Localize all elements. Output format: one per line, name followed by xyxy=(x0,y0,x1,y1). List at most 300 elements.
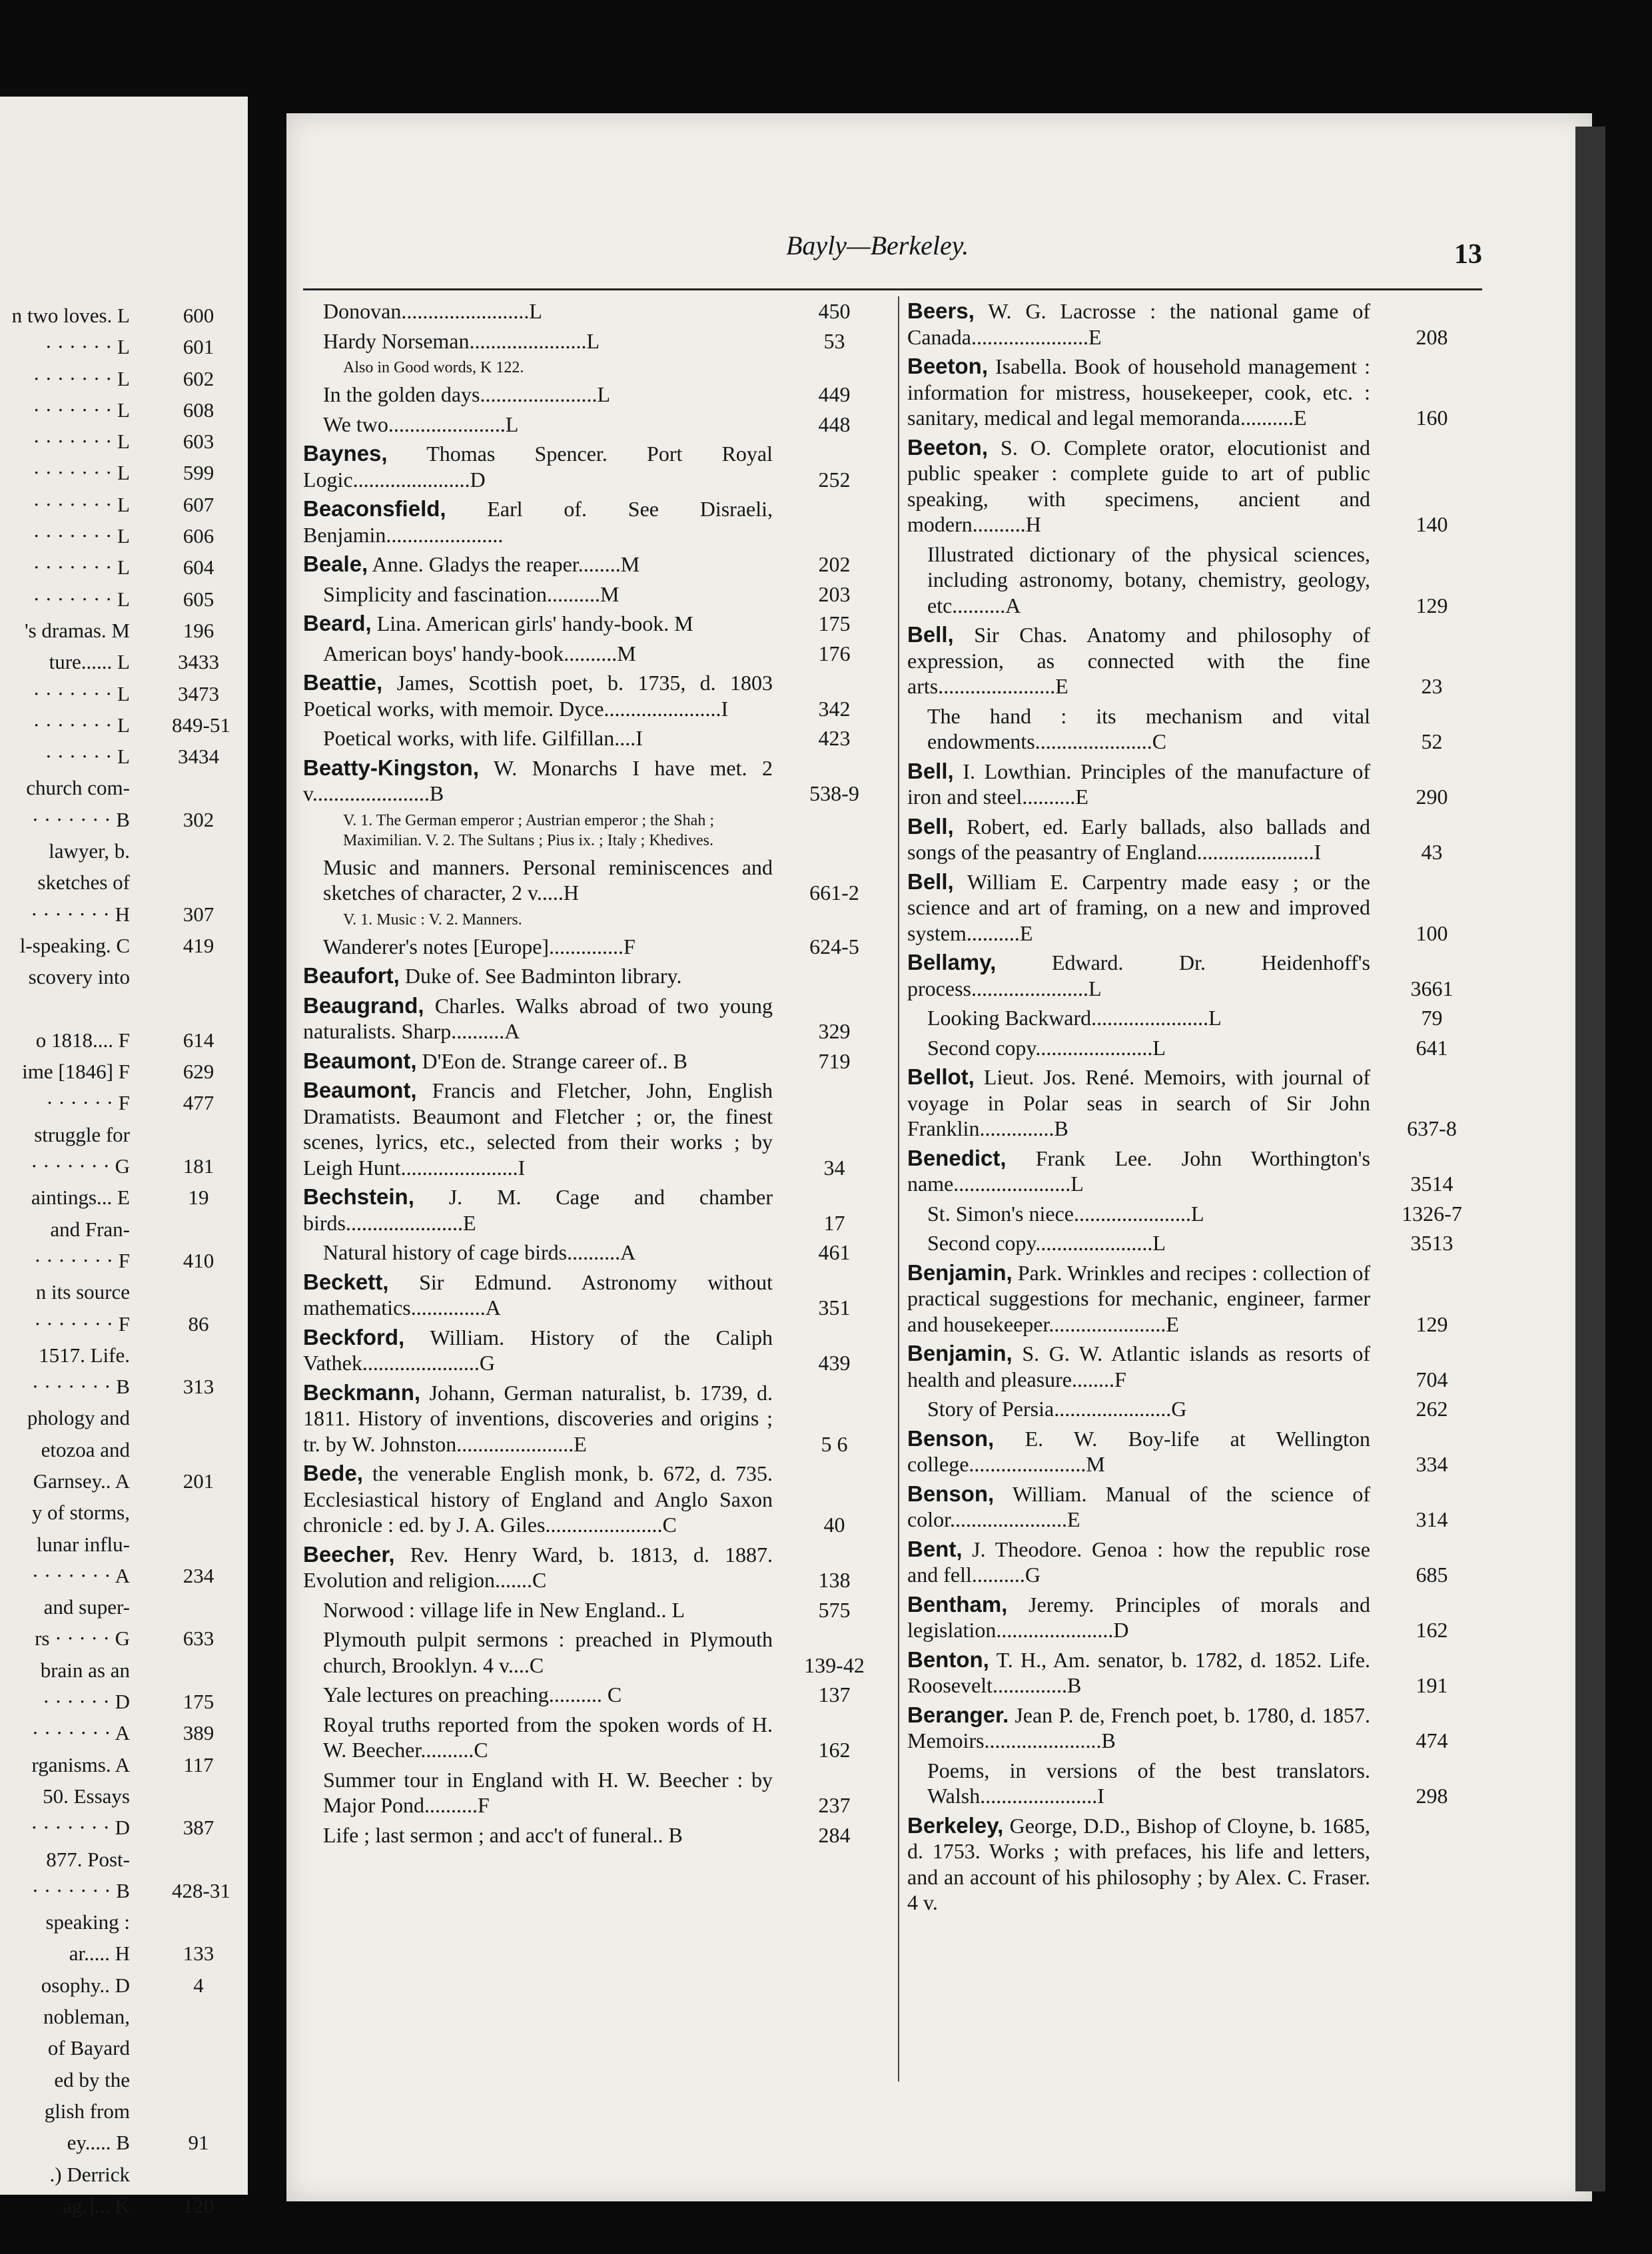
facing-page-number: 234 xyxy=(183,1563,214,1587)
facing-page-number: 19 xyxy=(188,1186,209,1210)
facing-page-row xyxy=(0,1780,233,1812)
entry-text-block xyxy=(303,670,773,721)
entry-text-block xyxy=(907,759,1370,810)
facing-page-row xyxy=(0,835,233,867)
facing-page-text: 's dramas. M xyxy=(25,618,130,642)
facing-page-text: scovery into xyxy=(28,965,130,989)
catalog-entry xyxy=(303,1597,879,1623)
entry-title: S. O. Complete orator, elocutionist and public speaker : complete guide to art of public speaking, with specimens, ancient and modern..........H xyxy=(907,435,1371,536)
entry-text-block xyxy=(323,725,773,751)
entry-headword: Bellamy, xyxy=(907,950,997,974)
facing-page-row xyxy=(0,2127,233,2158)
entry-text-block xyxy=(303,993,773,1044)
entry-text-block xyxy=(303,496,773,548)
shelf-number: 23 xyxy=(1421,674,1443,698)
shelf-number: 43 xyxy=(1421,840,1443,864)
facing-page-text: speaking : xyxy=(45,1910,130,1934)
facing-page-text: · · · · · · · B xyxy=(31,807,130,831)
entry-title: Rev. Henry Ward, b. 1813, d. 1887. Evolution and religion.......C xyxy=(303,1542,773,1592)
facing-page-row xyxy=(0,1970,233,2001)
entry-title: Poems, in versions of the best translators. Walsh......................I xyxy=(927,1758,1370,1808)
entry-title: Donovan........................L xyxy=(323,299,542,323)
entry-title: St. Simon's niece......................L xyxy=(927,1201,1204,1226)
shelf-number: 3514 xyxy=(1410,1172,1453,1196)
facing-page-text: l-speaking. C xyxy=(19,933,130,957)
facing-page-number: 602 xyxy=(183,366,214,390)
shelf-number: 439 xyxy=(818,1351,851,1375)
facing-page-row xyxy=(0,331,233,362)
catalog-entry xyxy=(303,1270,879,1321)
facing-page-text: osophy.. D xyxy=(41,1973,130,1997)
entry-text-block xyxy=(927,1230,1370,1256)
page-edge xyxy=(1575,127,1605,2191)
entry-headword: Benson, xyxy=(907,1481,995,1506)
catalog-entry xyxy=(303,993,879,1044)
shelf-number: 298 xyxy=(1416,1784,1448,1808)
shelf-number: 140 xyxy=(1416,512,1448,536)
entry-text-block xyxy=(303,963,773,989)
shelf-number: 203 xyxy=(818,581,851,606)
facing-page-row xyxy=(0,1371,233,1402)
entry-headword: Bell, xyxy=(907,622,954,647)
entry-text-block xyxy=(323,641,773,667)
facing-page-number: 603 xyxy=(183,430,214,454)
catalog-entry xyxy=(907,1813,1477,1916)
catalog-entry xyxy=(907,435,1477,538)
entry-headword: Beaconsfield, xyxy=(303,496,446,521)
entry-text-block xyxy=(303,755,773,807)
facing-page-text: · · · · · · L xyxy=(45,745,130,769)
facing-page-text: 877. Post- xyxy=(46,1847,130,1871)
entry-title: In the golden days......................L xyxy=(323,382,611,406)
entry-title: Simplicity and fascination..........M xyxy=(323,581,620,606)
shelf-number: 129 xyxy=(1416,593,1448,617)
entry-title: Illustrated dictionary of the physical sciences, including astronomy, botany, chemistry, geology, etc..........A xyxy=(927,542,1370,617)
entry-text-block xyxy=(907,814,1370,865)
entry-text-block xyxy=(927,1758,1370,1809)
catalog-entry xyxy=(303,1380,879,1457)
facing-page-text: · · · · · · D xyxy=(43,1690,130,1714)
shelf-number: 202 xyxy=(818,552,851,576)
shelf-number: 474 xyxy=(1416,1728,1448,1752)
facing-page-number: 599 xyxy=(183,461,214,485)
facing-page-number: 201 xyxy=(183,1469,214,1493)
facing-page-row xyxy=(0,1465,233,1497)
entry-title: Hardy Norseman......................L xyxy=(323,328,600,353)
entry-headword: Benedict, xyxy=(907,1145,1007,1170)
catalog-entry xyxy=(303,412,879,438)
facing-page-text: · · · · · · · L xyxy=(33,461,130,485)
entry-headword: Benjamin, xyxy=(907,1341,1013,1365)
facing-page-text: · · · · · · · L xyxy=(33,366,130,390)
facing-page-number: 387 xyxy=(183,1816,214,1840)
entry-text-block xyxy=(907,1702,1370,1754)
facing-page-row xyxy=(0,646,233,677)
facing-page-row xyxy=(0,394,233,426)
entry-text-block xyxy=(907,1064,1370,1142)
facing-page-text: ime [1846] F xyxy=(22,1060,130,1084)
shelf-number: 162 xyxy=(1416,1618,1448,1642)
facing-page-row xyxy=(0,363,233,394)
entry-text-block xyxy=(907,869,1370,946)
facing-page-row xyxy=(0,1686,233,1717)
facing-page-row xyxy=(0,1938,233,1969)
left-column xyxy=(303,298,879,1852)
entry-text-block xyxy=(323,1822,773,1848)
catalog-entry xyxy=(303,1325,879,1376)
facing-page-number: 477 xyxy=(183,1091,214,1115)
catalog-entry xyxy=(303,496,879,548)
catalog-entry xyxy=(303,441,879,492)
catalog-entry xyxy=(303,755,879,807)
entry-text-block xyxy=(323,412,773,438)
facing-page-number: 410 xyxy=(183,1248,214,1272)
shelf-number: 139-42 xyxy=(804,1653,865,1677)
entry-headword: Beard, xyxy=(303,611,372,635)
catalog-entry xyxy=(303,1184,879,1236)
entry-headword: Beaumont, xyxy=(303,1078,417,1102)
shelf-number: 262 xyxy=(1416,1397,1448,1421)
entry-text-block xyxy=(323,382,773,408)
shelf-number: 448 xyxy=(818,412,851,436)
facing-page-number: 607 xyxy=(183,492,214,516)
entry-headword: Baynes, xyxy=(303,441,388,466)
catalog-entry xyxy=(303,1461,879,1538)
entry-headword: Beckmann, xyxy=(303,1379,421,1405)
entry-text-block xyxy=(927,542,1370,619)
facing-page-number: 606 xyxy=(183,524,214,548)
entry-text-block xyxy=(927,1035,1370,1061)
facing-page-number: 849-51 xyxy=(172,713,230,737)
entry-title: Second copy......................L xyxy=(927,1035,1166,1060)
facing-page-row xyxy=(0,1087,233,1118)
entry-text-block xyxy=(323,934,773,960)
shelf-number: 334 xyxy=(1416,1452,1448,1476)
entry-headword: Beatty-Kingston, xyxy=(303,755,479,780)
facing-page-row xyxy=(0,2001,233,2032)
facing-page-number: 86 xyxy=(188,1312,209,1335)
entry-headword: Bellot, xyxy=(907,1064,975,1089)
entry-headword: Bell, xyxy=(907,813,954,839)
facing-page-row xyxy=(0,1182,233,1213)
entry-title: Isabella. Book of household management : information for mistress, housekeeper, cook, etc. : sanitary, medical and legal memoranda..........E xyxy=(907,354,1370,430)
entry-headword: Beaumont, xyxy=(303,1048,417,1073)
catalog-entry xyxy=(907,622,1477,699)
facing-page-text: · · · · · · · D xyxy=(31,1816,130,1840)
facing-page-text: struggle for xyxy=(34,1122,130,1146)
facing-page-row xyxy=(0,2190,233,2221)
facing-page-row xyxy=(0,426,233,457)
entry-headword: Berkeley, xyxy=(907,1812,1004,1838)
catalog-entry xyxy=(907,354,1477,431)
shelf-number: 191 xyxy=(1416,1673,1448,1697)
facing-page-row xyxy=(0,520,233,552)
entry-headword: Beale, xyxy=(303,552,368,576)
entry-title: Second copy......................L xyxy=(927,1231,1166,1255)
entry-title: Charles. Walks abroad of two young naturalists. Sharp..........A xyxy=(303,993,773,1043)
facing-page-row xyxy=(0,1875,233,1906)
entry-title: Robert, ed. Early ballads, also ballads and songs of the peasantry of England......................I xyxy=(907,814,1371,864)
shelf-number: 685 xyxy=(1416,1563,1448,1587)
entry-text-block xyxy=(907,1260,1370,1337)
entry-title: Plymouth pulpit sermons : preached in Plymouth church, Brooklyn. 4 v....C xyxy=(323,1627,773,1677)
facing-page-number: 633 xyxy=(183,1627,214,1651)
facing-page-row xyxy=(0,615,233,646)
catalog-entry xyxy=(907,1035,1477,1061)
facing-page-row xyxy=(0,1402,233,1433)
catalog-entry xyxy=(907,1592,1477,1643)
facing-page-text: rganisms. A xyxy=(31,1752,130,1776)
entry-text-block xyxy=(303,1461,773,1538)
entry-text-block xyxy=(907,622,1370,699)
facing-page-number: 428-31 xyxy=(172,1878,230,1902)
entry-title: T. H., Am. senator, b. 1782, d. 1852. Life. Roosevelt..............B xyxy=(907,1647,1370,1697)
facing-page-row xyxy=(0,709,233,741)
facing-page-row xyxy=(0,1497,233,1528)
entry-title: We two......................L xyxy=(323,412,519,436)
catalog-entry xyxy=(907,1537,1477,1588)
entry-text-block xyxy=(907,1537,1370,1588)
entry-title: Story of Persia......................G xyxy=(927,1397,1187,1421)
entry-headword: Beers, xyxy=(907,298,975,323)
catalog-entry xyxy=(907,1005,1477,1031)
facing-page-row xyxy=(0,1844,233,1875)
shelf-number: 461 xyxy=(818,1240,851,1264)
catalog-entry xyxy=(907,1426,1477,1477)
entry-headword: Beecher, xyxy=(303,1541,395,1567)
facing-page-row xyxy=(0,1056,233,1087)
facing-page-text: Garnsey.. A xyxy=(33,1469,130,1493)
entry-text-block xyxy=(323,581,773,607)
catalog-entry xyxy=(303,1078,879,1180)
catalog-entry xyxy=(907,1341,1477,1392)
facing-page-row xyxy=(0,1276,233,1308)
entry-text-block xyxy=(927,1005,1370,1031)
entry-text-block xyxy=(323,855,773,906)
facing-page-text: 50. Essays xyxy=(43,1784,130,1808)
catalog-entry xyxy=(303,298,879,324)
facing-page-text: lunar influ- xyxy=(36,1532,130,1556)
shelf-number: 176 xyxy=(818,641,851,665)
catalog-entry xyxy=(303,382,879,408)
facing-page-text: lawyer, b. xyxy=(49,839,130,863)
facing-page-row xyxy=(0,961,233,992)
facing-page-number: 3433 xyxy=(178,650,219,674)
entry-title: Park. Wrinkles and recipes : collection of practical suggestions for mechanic, engineer, farmer and housekeeper......................E xyxy=(907,1260,1371,1336)
right-column xyxy=(907,298,1477,1920)
shelf-number: 450 xyxy=(818,299,851,323)
facing-page-row xyxy=(0,1906,233,1938)
facing-page-number: 3434 xyxy=(178,745,219,769)
entry-title: Jeremy. Principles of morals and legislation......................D xyxy=(907,1592,1371,1642)
entry-note: Also in Good words, K 122. xyxy=(343,359,524,376)
entry-title: Anne. Gladys the reaper........M xyxy=(372,552,640,576)
page-number: 13 xyxy=(1454,239,1482,270)
facing-page-text: · · · · · · · G xyxy=(31,1154,130,1178)
shelf-number: 100 xyxy=(1416,921,1448,945)
entry-text-block xyxy=(907,1146,1370,1197)
facing-page-row xyxy=(0,993,233,1024)
facing-page-row xyxy=(0,1150,233,1182)
catalog-entry xyxy=(303,934,879,960)
entry-title: William. Manual of the science of color......................E xyxy=(907,1481,1370,1531)
shelf-number: 17 xyxy=(823,1210,845,1235)
catalog-entry xyxy=(907,950,1477,1001)
facing-page-row xyxy=(0,1024,233,1056)
facing-page-row xyxy=(0,772,233,803)
entry-headword: Benjamin, xyxy=(907,1260,1013,1285)
facing-page-number: 629 xyxy=(183,1060,214,1084)
facing-page-text: church com- xyxy=(26,776,130,800)
facing-page-row xyxy=(0,930,233,961)
facing-page-row xyxy=(0,1119,233,1150)
catalog-entry xyxy=(303,670,879,721)
entry-title: Poetical works, with life. Gilfillan....I xyxy=(323,726,643,750)
catalog-entry xyxy=(303,1627,879,1678)
entry-title: Edward. Dr. Heidenhoff's process......................L xyxy=(907,950,1370,1000)
facing-page-text: aintings... E xyxy=(31,1186,130,1210)
entry-text-block xyxy=(907,354,1370,431)
shelf-number: 40 xyxy=(823,1513,845,1537)
entry-text-block xyxy=(907,1426,1370,1477)
shelf-number: 719 xyxy=(818,1048,851,1073)
facing-page-row xyxy=(0,552,233,583)
shelf-number: 5 6 xyxy=(821,1431,848,1456)
facing-page-text: · · · · · · · B xyxy=(31,1375,130,1399)
shelf-number: 641 xyxy=(1416,1035,1448,1060)
entry-text-block xyxy=(907,950,1370,1001)
entry-text-block xyxy=(303,1325,773,1376)
facing-page-number: 91 xyxy=(188,2131,209,2155)
facing-page-text: 1517. Life. xyxy=(39,1343,130,1367)
entry-text-block xyxy=(323,1767,773,1818)
facing-page-row xyxy=(0,2095,233,2127)
facing-page-text: · · · · · · · H xyxy=(31,902,130,926)
entry-headword: Bede, xyxy=(303,1461,363,1485)
shelf-number: 342 xyxy=(818,696,851,721)
facing-page-text: nobleman, xyxy=(43,2005,130,2029)
catalog-entry xyxy=(303,1822,879,1848)
entry-text-block xyxy=(303,611,773,637)
catalog-entry xyxy=(907,1230,1477,1256)
facing-page-fragment xyxy=(0,97,248,2217)
facing-page-text: and Fran- xyxy=(50,1217,130,1241)
entry-title: Summer tour in England with H. W. Beecher : by Major Pond..........F xyxy=(323,1767,773,1817)
shelf-number: 314 xyxy=(1416,1507,1448,1531)
facing-page-row xyxy=(0,489,233,520)
catalog-entry xyxy=(907,1758,1477,1809)
entry-title: James, Scottish poet, b. 1735, d. 1803 Poetical works, with memoir. Dyce......................I xyxy=(303,671,773,721)
shelf-number: 449 xyxy=(818,382,851,406)
facing-page-number: 604 xyxy=(183,556,214,579)
entry-title: E. W. Boy-life at Wellington college......................M xyxy=(907,1426,1371,1476)
facing-page-row xyxy=(0,1812,233,1843)
column-divider xyxy=(898,296,899,2081)
entry-text-block xyxy=(907,1341,1370,1392)
facing-page-text: · · · · · · · L xyxy=(33,492,130,516)
facing-page-number: 614 xyxy=(183,1028,214,1052)
catalog-entry xyxy=(907,1481,1477,1533)
facing-page-number: 302 xyxy=(183,807,214,831)
catalog-entry xyxy=(303,1712,879,1763)
entry-headword: Beeton, xyxy=(907,434,989,460)
facing-page-row xyxy=(0,899,233,930)
facing-page-text: ey..... B xyxy=(67,2131,130,2155)
catalog-entry xyxy=(907,759,1477,810)
catalog-entry xyxy=(907,1260,1477,1337)
shelf-number: 79 xyxy=(1421,1006,1443,1030)
entry-title: Music and manners. Personal reminiscences and sketches of character, 2 v.....H xyxy=(323,855,773,905)
facing-page-number: 601 xyxy=(183,335,214,359)
facing-page-text: · · · · · · L xyxy=(45,335,130,359)
entry-text-block xyxy=(907,1592,1370,1643)
catalog-entry xyxy=(303,855,879,906)
entry-title: I. Lowthian. Principles of the manufacture of iron and steel..........E xyxy=(907,759,1370,809)
entry-text-block xyxy=(927,1396,1370,1422)
shelf-number: 52 xyxy=(1421,729,1443,753)
facing-page-number: 389 xyxy=(183,1721,214,1745)
catalog-entry xyxy=(303,725,879,751)
facing-page-row xyxy=(0,1717,233,1748)
entry-text-block xyxy=(323,328,773,354)
facing-page-text: sketches of xyxy=(37,871,130,895)
entry-headword: Bechstein, xyxy=(303,1184,414,1209)
facing-page-row xyxy=(0,2032,233,2064)
facing-page-number: 181 xyxy=(183,1154,214,1178)
facing-page-text: and super- xyxy=(43,1595,130,1619)
entry-text-block xyxy=(303,1270,773,1321)
entry-text-block xyxy=(323,1597,773,1623)
facing-page-row xyxy=(0,804,233,835)
facing-page-row xyxy=(0,1339,233,1371)
entry-headword: Beckett, xyxy=(303,1269,389,1294)
facing-page-number: 117 xyxy=(183,1752,214,1776)
facing-page-row xyxy=(0,1591,233,1623)
entry-headword: Bentham, xyxy=(907,1591,1008,1617)
facing-page-row xyxy=(0,457,233,488)
facing-page-row xyxy=(0,1655,233,1686)
facing-page-row xyxy=(0,300,233,331)
facing-page-row xyxy=(0,1749,233,1780)
facing-page-text: · · · · · · · L xyxy=(33,681,130,705)
entry-headword: Beeton, xyxy=(907,354,989,378)
entry-title: William E. Carpentry made easy ; or the science and art of framing, on a new and improved system..........E xyxy=(907,869,1370,945)
facing-page-row xyxy=(0,1308,233,1339)
shelf-number: 423 xyxy=(818,726,851,750)
facing-page-text: ture...... L xyxy=(49,650,130,674)
facing-page-number: 175 xyxy=(183,1690,214,1714)
facing-page-text: · · · · · · · L xyxy=(33,398,130,422)
shelf-number: 208 xyxy=(1416,324,1448,349)
facing-page-row xyxy=(0,2159,233,2190)
entry-text-block xyxy=(323,1712,773,1763)
catalog-entry xyxy=(907,298,1477,350)
facing-page-number: 120 xyxy=(183,2193,214,2217)
entry-headword: Benton, xyxy=(907,1647,989,1672)
entry-text-block xyxy=(303,552,773,577)
catalog-entry xyxy=(907,1064,1477,1142)
facing-page-number: 4 xyxy=(193,1973,204,1997)
entry-title: J. M. Cage and chamber birds......................E xyxy=(303,1185,773,1235)
facing-page-row xyxy=(0,1560,233,1591)
facing-page-text: · · · · · · · F xyxy=(34,1248,130,1272)
entry-headword: Beattie, xyxy=(303,670,383,695)
facing-page-number: 3473 xyxy=(178,681,219,705)
entry-title: Wanderer's notes [Europe]..............F xyxy=(323,934,635,958)
facing-page-text: · · · · · · · B xyxy=(31,1878,130,1902)
catalog-entry xyxy=(907,814,1477,865)
entry-text-block xyxy=(907,1647,1370,1698)
